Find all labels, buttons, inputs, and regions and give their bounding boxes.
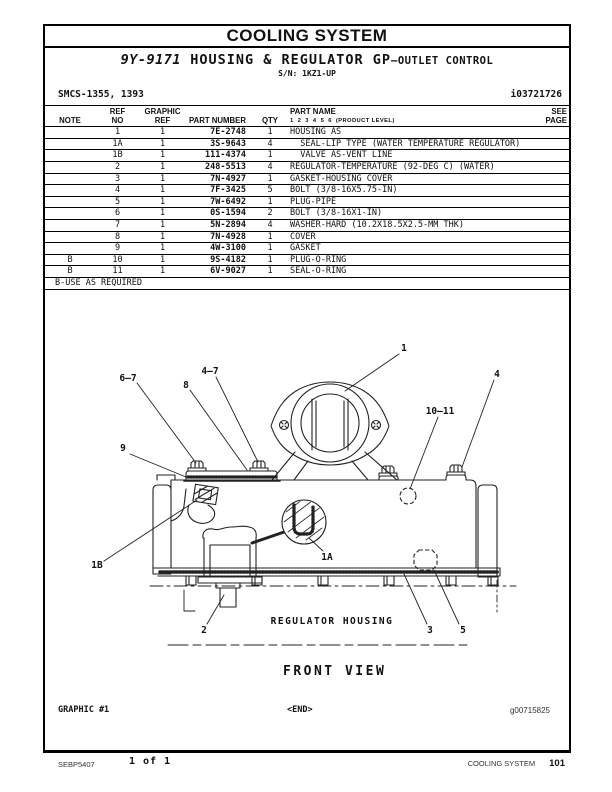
table-footnote: B-USE AS REQUIRED — [45, 277, 569, 289]
cell-graphic-ref: 1 — [140, 208, 185, 220]
callout-4: 4 — [494, 369, 500, 380]
cell-part-number: 0S-1594 — [185, 208, 250, 220]
table-row — [45, 161, 569, 173]
callout-4-7: 4–7 — [201, 366, 219, 377]
callout-1a: 1A — [321, 552, 333, 563]
cell-note: B — [45, 254, 95, 266]
cell-part-number: 248-5513 — [185, 161, 250, 173]
graphic-id: g00715825 — [509, 706, 550, 715]
part-group-number: 9Y-9171 — [120, 52, 182, 68]
cell-note — [45, 219, 95, 231]
header-see-page: SEE PAGE — [530, 106, 569, 127]
subtitle-suffix: –OUTLET CONTROL — [391, 55, 494, 67]
cell-see-page — [530, 266, 569, 278]
cell-part-number: 111-4374 — [185, 150, 250, 162]
cell-qty: 1 — [250, 173, 290, 185]
title-band — [45, 26, 569, 48]
cell-ref-no: 5 — [95, 196, 140, 208]
cell-ref-no: 1A — [95, 138, 140, 150]
cell-qty: 4 — [250, 219, 290, 231]
table-row — [45, 127, 569, 139]
table-row — [45, 185, 569, 197]
cell-note — [45, 150, 95, 162]
cell-graphic-ref: 1 — [140, 231, 185, 243]
cell-graphic-ref: 1 — [140, 196, 185, 208]
cell-part-number: 9S-4182 — [185, 254, 250, 266]
footer-doc-code: SEBP5407 — [58, 760, 95, 769]
cell-part-number: 7F-3425 — [185, 185, 250, 197]
table-row — [45, 150, 569, 162]
table-row — [45, 219, 569, 231]
cell-see-page — [530, 161, 569, 173]
cell-see-page — [530, 208, 569, 220]
header-graphic-ref: GRAPHIC REF — [140, 106, 185, 127]
cell-qty: 2 — [250, 208, 290, 220]
cell-qty: 5 — [250, 185, 290, 197]
cell-part-number: 7W-6492 — [185, 196, 250, 208]
cell-see-page — [530, 243, 569, 255]
cell-part-name: HOUSING AS — [290, 127, 530, 139]
footer-page-info: 1 of 1 — [129, 756, 172, 767]
meta-row — [45, 89, 569, 101]
cell-note — [45, 196, 95, 208]
end-marker: <END> — [287, 705, 313, 715]
cell-ref-no: 3 — [95, 173, 140, 185]
cell-part-number: 7N-4928 — [185, 231, 250, 243]
header-product-level: 1 2 3 4 5 6 (PRODUCT LEVEL) — [290, 117, 395, 124]
table-row — [45, 266, 569, 278]
cell-ref-no: 4 — [95, 185, 140, 197]
cell-ref-no: 8 — [95, 231, 140, 243]
header-ref-no: REF NO — [95, 106, 140, 127]
cell-part-name: WASHER-HARD (10.2X18.5X2.5-MM THK) — [290, 219, 530, 231]
cell-qty: 1 — [250, 231, 290, 243]
cell-qty: 1 — [250, 266, 290, 278]
cell-part-number: 4W-3100 — [185, 243, 250, 255]
page-frame — [43, 24, 571, 753]
graphic-label: GRAPHIC #1 — [58, 705, 110, 715]
diagram-caption: REGULATOR HOUSING — [270, 616, 394, 627]
cell-part-name: SEAL-O-RING — [290, 266, 530, 278]
cell-note — [45, 161, 95, 173]
table-row — [45, 208, 569, 220]
callout-10-11: 10–11 — [425, 406, 455, 417]
cell-part-number: 7N-4927 — [185, 173, 250, 185]
cell-part-name: COVER — [290, 231, 530, 243]
parts-table — [45, 105, 569, 290]
cell-note — [45, 173, 95, 185]
table-row — [45, 243, 569, 255]
cell-see-page — [530, 150, 569, 162]
header-part-name: PART NAME 1 2 3 4 5 6 (PRODUCT LEVEL) — [290, 106, 530, 127]
cell-see-page — [530, 127, 569, 139]
footer-right — [468, 758, 565, 769]
callout-6-7: 6–7 — [119, 373, 137, 384]
cell-part-number: 3S-9643 — [185, 138, 250, 150]
cell-part-name: BOLT (3/8-16X1-IN) — [290, 208, 530, 220]
cell-part-number: 5N-2894 — [185, 219, 250, 231]
view-label: FRONT VIEW — [283, 664, 387, 679]
header-note: NOTE — [45, 106, 95, 127]
cell-part-name: PLUG-PIPE — [290, 196, 530, 208]
cell-ref-no: 6 — [95, 208, 140, 220]
callout-5: 5 — [460, 625, 466, 636]
cell-qty: 1 — [250, 127, 290, 139]
table-row — [45, 254, 569, 266]
smcs-code: SMCS-1355, 1393 — [58, 89, 144, 100]
cell-see-page — [530, 196, 569, 208]
callout-8: 8 — [183, 380, 189, 391]
parts-table-body — [45, 127, 569, 278]
subtitle-main: HOUSING & REGULATOR GP — [181, 52, 391, 68]
cell-qty: 1 — [250, 243, 290, 255]
cell-note — [45, 231, 95, 243]
cell-part-name: PLUG-O-RING — [290, 254, 530, 266]
cell-part-name: GASKET — [290, 243, 530, 255]
cell-note: B — [45, 266, 95, 278]
callout-3: 3 — [427, 625, 433, 636]
cell-see-page — [530, 254, 569, 266]
cell-part-name: SEAL-LIP TYPE (WATER TEMPERATURE REGULATOR) — [290, 138, 530, 150]
cell-part-number: 7E-2748 — [185, 127, 250, 139]
cell-qty: 4 — [250, 161, 290, 173]
callout-9: 9 — [120, 443, 126, 454]
cell-note — [45, 138, 95, 150]
cell-see-page — [530, 185, 569, 197]
table-row — [45, 138, 569, 150]
cell-graphic-ref: 1 — [140, 185, 185, 197]
serial-number: S/N: 1KZ1-UP — [278, 69, 336, 78]
callout-2: 2 — [201, 625, 207, 636]
cell-graphic-ref: 1 — [140, 219, 185, 231]
cell-qty: 1 — [250, 254, 290, 266]
cell-see-page — [530, 173, 569, 185]
cell-note — [45, 185, 95, 197]
cell-see-page — [530, 219, 569, 231]
footer-page-number: 101 — [549, 758, 565, 769]
cell-qty: 1 — [250, 196, 290, 208]
table-row — [45, 196, 569, 208]
cell-graphic-ref: 1 — [140, 173, 185, 185]
cell-see-page — [530, 231, 569, 243]
doc-id: i03721726 — [510, 89, 562, 100]
cell-part-name: VALVE AS-VENT LINE — [290, 150, 530, 162]
cell-graphic-ref: 1 — [140, 254, 185, 266]
callout-1: 1 — [401, 343, 407, 354]
cell-note — [45, 243, 95, 255]
cell-qty: 1 — [250, 150, 290, 162]
cell-graphic-ref: 1 — [140, 138, 185, 150]
cell-part-name: REGULATOR-TEMPERATURE (92-DEG C) (WATER) — [290, 161, 530, 173]
cell-part-name: GASKET-HOUSING COVER — [290, 173, 530, 185]
cell-ref-no: 7 — [95, 219, 140, 231]
table-row — [45, 173, 569, 185]
subtitle — [45, 51, 569, 69]
cell-see-page — [530, 138, 569, 150]
cell-graphic-ref: 1 — [140, 127, 185, 139]
cell-ref-no: 1 — [95, 127, 140, 139]
cell-ref-no: 1B — [95, 150, 140, 162]
cell-ref-no: 2 — [95, 161, 140, 173]
footer-section: COOLING SYSTEM — [467, 759, 536, 768]
cell-note — [45, 208, 95, 220]
cell-part-name: BOLT (3/8-16X5.75-IN) — [290, 185, 530, 197]
parts-table-header — [45, 106, 569, 127]
cell-graphic-ref: 1 — [140, 161, 185, 173]
cell-graphic-ref: 1 — [140, 266, 185, 278]
header-qty: QTY — [250, 106, 290, 127]
header-part-number: PART NUMBER — [185, 106, 250, 127]
page-title: COOLING SYSTEM — [226, 26, 388, 45]
cell-ref-no: 11 — [95, 266, 140, 278]
cell-graphic-ref: 1 — [140, 243, 185, 255]
cell-ref-no: 10 — [95, 254, 140, 266]
cell-note — [45, 127, 95, 139]
cell-qty: 4 — [250, 138, 290, 150]
cell-ref-no: 9 — [95, 243, 140, 255]
cell-part-number: 6V-9027 — [185, 266, 250, 278]
table-row — [45, 231, 569, 243]
cell-graphic-ref: 1 — [140, 150, 185, 162]
callout-1b: 1B — [91, 560, 103, 571]
